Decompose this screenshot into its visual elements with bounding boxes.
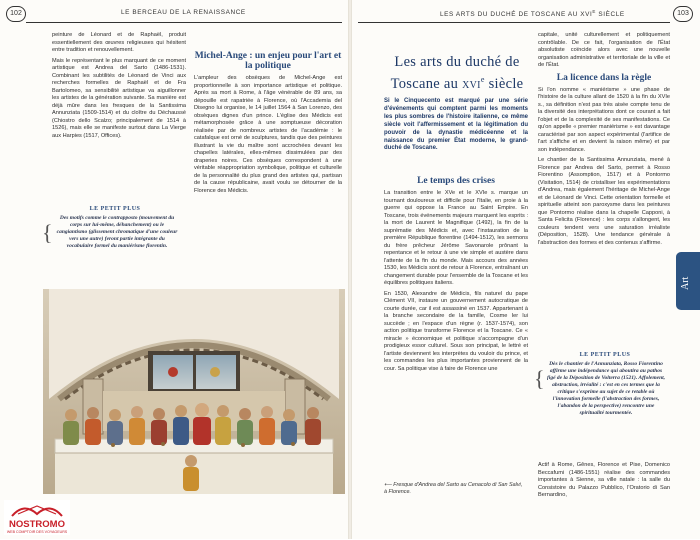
right-col1-text: [384, 175, 528, 376]
paragraph: Si l'on nomme « maniérisme » une phase de l'histoire de la culture allant de 1520 à la fin du XVIe s., sa définition n'est pas très aisée compte tenu de la diversité des interprétations dont ce courant a fait l'objet et de la complexité de ses manifestations. Ce qu'on appelle « premier maniérisme » est davantage caractérisé par son aspect expérimental (l'artifice de l'art s'affiche et en devient la raison même) et par son indépendance.: [538, 86, 670, 153]
nostromo-logo: [4, 500, 70, 535]
petit-plus-title: LE PETIT PLUS: [579, 352, 631, 358]
section-heading: La licence dans la règle: [556, 72, 652, 83]
page-number-right: 103: [673, 6, 693, 22]
left-col1-text: [52, 32, 186, 143]
petit-plus-text: Des motifs comme le contrapposto (mouvement du corps sur lui-même, déhanchement) ou le cangiantismo (glissement chromatique d'une couleur vers une autre) feront partie intégrante du vocabulaire formel du maniérisme florentin.: [56, 215, 178, 249]
petit-plus-box-right: [534, 352, 672, 417]
section-tab[interactable]: [676, 252, 700, 310]
paragraph: La transition entre le XVe et le XVIe s. marque un tournant douloureux et difficile pour l'Italie, en proie à la guerre qui oppose la France au Saint Empire. En Toscane, trois événements majeurs marquent les esprits : la mort de Laurent le Magnifique (1492), la fin de la suprématie des Médicis et, avec l'instauration de la première République florentine (1494-1512), les sermons du frère prêcheur Jérôme Savonarole prônant la repentance et le retour à une vie simple et austère dans l'attente de la fin du monde. Mais accours des années 1530, les Médicis sont de retour à Florence, entraînant un changement durable pour l'ensemble de la Toscane et les équilibres politiques italiens.: [384, 190, 528, 286]
section-tab-label: Art: [680, 276, 691, 290]
page-number-left: 102: [6, 6, 26, 22]
section-heading: Michel-Ange : un enjeu pour l'art et la politique: [194, 51, 342, 71]
fresco-illustration: [43, 289, 345, 494]
chapter-lead: Si le Cinquecento est marqué par une série d'événements qui comptent parmi les moments les plus sombres de l'histoire italienne, ce même siècle voit l'affermissement et la légitimation du pouvoir de la dynastie médicéenne et la naissance du premier État moderne, le grand-duché de Toscane.: [384, 98, 528, 152]
right-col2-text: [538, 32, 670, 250]
running-head-right: LES ARTS DU DUCHÉ DE TOSCANE AU $XVI^E$ SIÈCLE: [440, 9, 625, 19]
gutter: [348, 0, 352, 539]
caption-arrow-icon: ⟵: [384, 482, 394, 488]
right-col2-outro: [538, 462, 670, 503]
header-rule-left: [26, 22, 342, 23]
svg-text:NOSTROMO: NOSTROMO: [9, 519, 65, 530]
petit-plus-title: LE PETIT PLUS: [89, 206, 141, 212]
svg-text:WEB COMPTOIR DES VOYAGEURS: WEB COMPTOIR DES VOYAGEURS: [6, 530, 68, 534]
paragraph: Actif à Rome, Gênes, Florence et Pise, Domenico Beccafumi (1486-1551) réalise des commandes importantes à Sienne, sa ville natale : la salle du Consistoire du Palazzo Pubblico, l'Oratorio di San Bernardino,: [538, 462, 670, 498]
left-col2-text: [194, 50, 342, 198]
section-heading: Le temps des crises: [417, 176, 495, 186]
left-brace: {: [534, 366, 545, 391]
paragraph: L'ampleur des obsèques de Michel-Ange est proportionnelle à son importance artistique et politique. Après sa mort à Rome, à l'âge vénérable de 89 ans, sa dépouille est rapatriée à Florence, où l'Accademia del Disegno lui organise, le 14 juillet 1564 à San Lorenzo, des obsèques dignes d'un prince. L'église des Médicis est métamorphosée grâce à une somptueuse décoration réalisée par de nombreux artistes de l'académie : le catafalque est orné de sculptures, tandis que des peintures illustrant la vie du maître sont accrochées devant les chapelles latérales, elles-mêmes dissimulées par des draperies noires. Ces obsèques correspondent à une véritable réappropriation symbolique, politique et culturelle de la personnalité du plus grand des artistes qui, partisan de la cause républicaine, avait voulu se détourner de la Florence des Médicis.: [194, 75, 342, 194]
fresco-image: [43, 289, 345, 494]
logo-graphic: [4, 500, 70, 535]
paragraph: Mais le représentant le plus marquant de ce moment artistique est Andrea del Sarto (1486-1531). Combinant les subtilités de Léonard de Vinci aux recherches formelles de Raphaël et de Fra Bartolomeo, sa sensibilité artistique va aiguillonner les artistes de la génération suivante. Sa manière est déjà mûre dans les fresques de la Santissima Annunziata (1509-1514) et du cloître du Déchaussé (Chiostro dello Scalzo; principalement de 1514 à 1526), mais elle se manifeste surtout dans La Vierge aux Harpies (1517, Offices).: [52, 57, 186, 139]
running-head-left: LE BERCEAU DE LA RENAISSANCE: [121, 9, 246, 16]
chapter-title: Les arts du duché de Toscane au xvi$^e$ siècle: [390, 54, 524, 92]
left-brace: {: [42, 220, 53, 245]
paragraph: Le chantier de la Santissima Annunziata, mené à Florence par Andrea del Sarto, permet à Rosso Fiorentino (Assomption, 1517) et à Pontormo (Visitation, 1514) de cristalliser les expérimentations d'Andrea, mais également l'héritage de Michel-Ange et de Léonard de Vinci. Cette orientation formelle et spirituelle atteint son paroxysme dans les peintures que Pontormo réalise dans la chapelle Capponi, à Santa Felicita (Florence) : les corps s'allongent, les couleurs tendent vers une saturation irréaliste (Déposition, 1528). Une tendance générale à l'abstraction des formes et des contenus s'affirme.: [538, 157, 670, 246]
petit-plus-text: Dès le chantier de l'Annunziata, Rosso Fiorentino affirme une indépendance qui aboutira au pathos figé de la Déposition de Volterra (1521). Affolement, abstraction, irréalité : c'est en ces termes que la critique s'exprime au sujet de ce retable où l'innovation formelle (l'abstraction des formes, l'abandon de la perspective) rencontre une spiritualité tourmentée.: [546, 361, 666, 416]
paragraph: capitale, unité culturellement et politiquement contrôlable. De ce fait, l'organisation de l'État absolutiste coïncide alors avec une nouvelle organisation administrative et territoriale de la ville et de l'État.: [538, 32, 670, 68]
caption-text: Fresque d'Andrea del Sarto au Cenacolo di San Salvi, à Florence.: [384, 482, 523, 495]
image-caption: [384, 482, 524, 495]
petit-plus-box-left: [44, 206, 186, 250]
header-rule-right: [358, 22, 670, 23]
paragraph: En 1530, Alexandre de Médicis, fils naturel du pape Clément VII, instaure un gouvernement autocratique de courte durée, car il est assassiné en 1537. Appartenant à la branche secondaire de la famille, Cosme Ier lui succède ; en l'espace d'un règne (r. 1537-1574), son action politique transforme Florence et la Toscane. Ce « miracle » économique et politique s'accompagne d'un prodigieux essor culturel. Sous son principat, le lettré et l'artiste deviennent les interprètes du vouloir du prince, et les commandes les plus importantes proviennent de la cour. Sa politique vise à faire de Florence une: [384, 290, 528, 372]
paragraph: peinture de Léonard et de Raphaël, produit essentiellement des œuvres religieuses qui hésitent entre tradition et renouvellement.: [52, 32, 186, 53]
